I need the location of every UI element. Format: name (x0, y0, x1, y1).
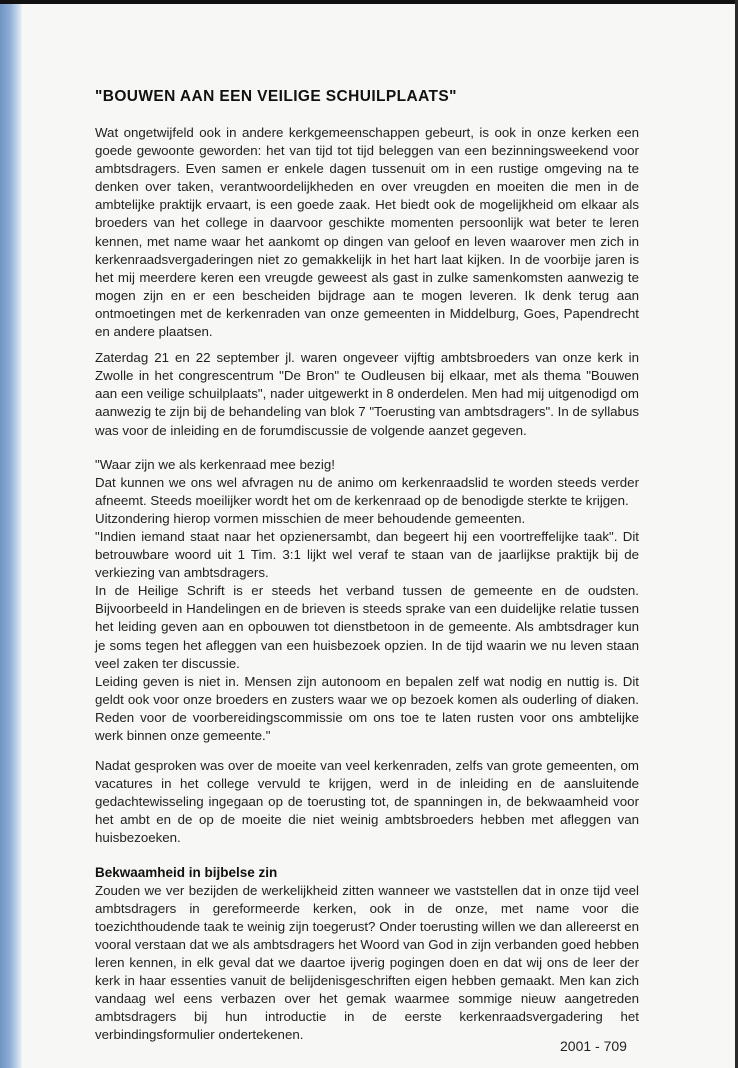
binding-edge (0, 0, 22, 1068)
paragraph-intro: Wat ongetwijfeld ook in andere kerkgemeenschappen gebeurt, is ook in onze kerken een goede gewoonte geworden: het van tijd tot tijd beleggen van een bezinningsweekend voor ambtsdragers. Even samen er enkele dagen tussenuit om in een rustige omgeving na te denken over taken, verantwoordelijkheden en over vreugden en moeiten die men in de ambtelijke praktijk ervaart, is een goede zaak. Het biedt ook de mogelijkheid om elkaar als broeders van het college in daarvoor geschikte momenten persoonlijk wat beter te leren kennen, met name waar het aankomt op dingen van geloof en leven waarover men zich in kerkenraadsvergaderingen niet zo gemakkelijk in het hart laat kijken. In de voorbije jaren is het mij meerdere keren een vreugde geweest als gast in zulke samenkomsten aanwezig te mogen zijn en er een bescheiden bijdrage aan te mogen leveren. Ik denk terug aan ontmoetingen met de kerkenraden van onze gemeenten in Middelburg, Goes, Papendrecht en andere plaatsen. (95, 125, 639, 340)
paragraph-discussion: Nadat gesproken was over de moeite van veel kerkenraden, zelfs van grote gemeenten, om vacatures in het college vervuld te krijgen, werd in de inleiding en de aansluitende gedachtewisseling ingegaan op de toerusting tot, de spanningen in, de bekwaamheid voor het ambt en de op de moeite die niet weinig ambtsbroeders hebben met afleggen van huisbezoeken. (95, 758, 639, 846)
quote-line-5: In de Heilige Schrift is er steeds het verband tussen de gemeente en de oudsten. Bijvoorbeeld in Handelingen en de brieven is steeds sprake van een duidelijke relatie tussen het leiding geven aan en opbouwen tot dienstbetoon in de gemeente. Als ambtsdrager kun je soms tegen het afleggen van een huisbezoek opzien. In de tijd waarin we nu leven staan veel zaken ter discussie. (95, 583, 639, 671)
quote-line-3: Uitzondering hierop vormen misschien de meer behoudende gemeenten. (95, 510, 526, 526)
section-heading: Bekwaamheid in bijbelse zin (95, 864, 278, 880)
quote-line-6: Leiding geven is niet in. Mensen zijn autonoom en bepalen zelf wat nodig en nuttig is. Dit geldt ook voor onze broeders en zusters waar we op bezoek komen als ouderling of diaken. Reden voor de voorbereidingscommissie om ons toe te laten rusten voor ons ambtelijke werk binnen onze gemeente." (95, 673, 639, 743)
article-title: "BOUWEN AAN EEN VEILIGE SCHUILPLAATS" (95, 88, 457, 105)
paragraph-meeting: Zaterdag 21 en 22 september jl. waren ongeveer vijftig ambtsbroeders van onze kerk in Zwolle in het congrescentrum "De Bron" te Oudleusen bij elkaar, met als thema "Bouwen aan een veilige schuilplaats", nader uitgewerkt in 8 onderdelen. Men had mij uitgenodigd om aanwezig te zijn bij de behandeling van blok 7 "Toerusting van ambtsdragers". In de syllabus was voor de inleiding en de forumdiscussie de volgende aanzet gegeven. (95, 350, 639, 438)
page-number: 2001 - 709 (560, 1038, 627, 1054)
article (95, 88, 639, 1053)
quote-line-4: "Indien iemand staat naar het opzienersambt, dan begeert hij een voortreffelijke taak". Dit betrouwbare woord uit 1 Tim. 3:1 lijkt wel veraf te staan van de jaarlijkse praktijk bij de verkiezing van ambtsdragers. (95, 528, 639, 581)
paragraph-competence: Zouden we ver bezijden de werkelijkheid zitten wanneer we vaststellen dat in onze tijd veel ambtsdragers in gereformeerde kerken, ook in de onze, met name voor die toezichthoudende taak te weinig zijn toegerust? Onder toerusting willen we dan allereerst en vooral verstaan dat we als ambtsdragers het Woord van God in zijn verbanden goed hebben leren kennen, in elk geval dat we daartoe ijverig pogingen doen en dat wij ons de leer der kerk in haar essenties vanuit de belijdenisgeschriften eigen hebben gemaakt. Men kan zich vandaag wel eens verbazen over het gemak waarmee sommige nieuw aangetreden ambtsdragers bij hun introductie in de eerste kerkenraadsvergadering het verbindingsformulier ondertekenen. (95, 882, 639, 1043)
quote-line-1: "Waar zijn we als kerkenraad mee bezig! (95, 456, 335, 472)
quote-line-2: Dat kunnen we ons wel afvragen nu de animo om kerkenraadslid te worden steeds verder afneemt. Steeds moeilijker wordt het om de kerkenraad op de benodigde sterkte te krijgen. (95, 474, 639, 508)
scan-border-top (0, 0, 738, 4)
